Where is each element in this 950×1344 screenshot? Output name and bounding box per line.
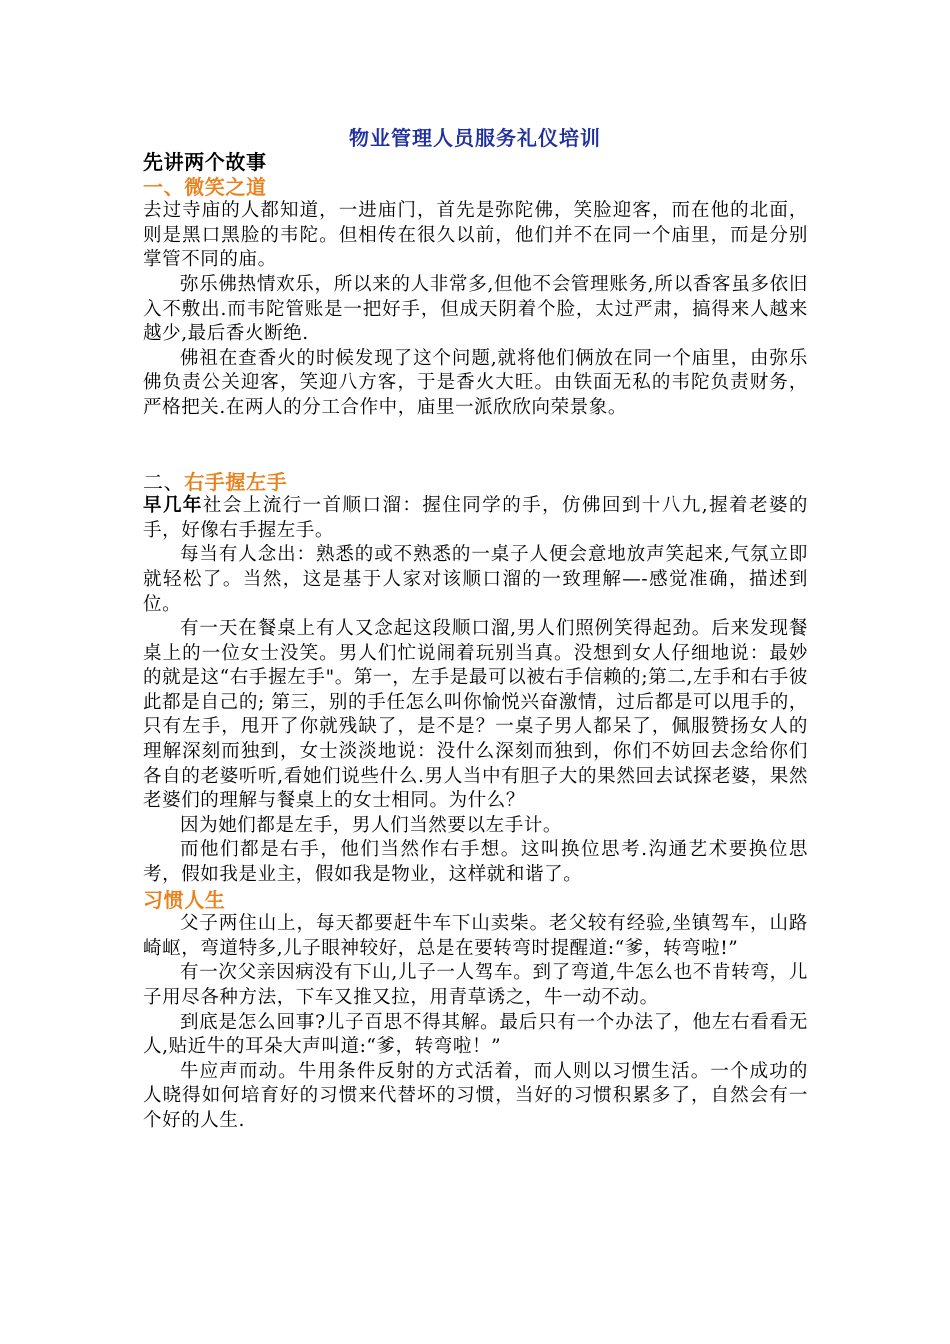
story2-lead-rest: 社会上流行一首顺口溜：握住同学的手，仿佛回到十八九,握着老婆的手，好像右手握左手。 xyxy=(143,495,808,541)
section-spacer xyxy=(143,421,808,470)
story2-paragraph: 而他们都是右手，他们当然作右手想。这叫换位思考.沟通艺术要换位思考，假如我是业主，假如我是物业，这样就和谐了。 xyxy=(143,839,808,886)
document-title: 物业管理人员服务礼仪培训 xyxy=(349,126,601,150)
story1-paragraph: 佛祖在查香火的时候发现了这个问题,就将他们俩放在同一个庙里，由弥乐佛负责公关迎客，笑迎八方客，于是香火大旺。由铁面无私的韦陀负责财务，严格把关.在两人的分工合作中，庙里一派欣欣向荣景象。 xyxy=(143,347,808,418)
story2-paragraph: 有一天在餐桌上有人又念起这段顺口溜,男人们照例笑得起劲。后来发现餐桌上的一位女士没笑。男人们忙说闹着玩别当真。没想到女人仔细地说：最妙的就是这“右手握左手"。第一，左手是最可以被右手信赖的;第二,左手和右手彼此都是自己的; 第三，别的手任怎么叫你愉悦兴奋激情，过后都是可以甩手的，只有左手，甩开了你就残缺了，是不是？一桌子男人都呆了，佩服赞扬女人的理解深刻而独到，女士淡淡地说：没什么深刻而独到，你们不妨回去念给你们各自的老婆听听,看她们说些什么.男人当中有胆子大的果然回去试探老婆，果然老婆们的理解与餐桌上的女士相同。为什么？ xyxy=(143,618,808,812)
story2-paragraph: 因为她们都是左手，男人们当然要以左手计。 xyxy=(180,814,563,836)
story3-heading: 习惯人生 xyxy=(143,887,226,912)
story3-paragraph: 父子两住山上，每天都要赶牛车下山卖柴。老父较有经验,坐镇驾车，山路崎岖，弯道特多,儿子眼神较好，总是在要转弯时提醒道:“爹，转弯啦!” xyxy=(143,913,808,959)
story2-heading xyxy=(143,470,808,495)
story3-paragraph: 到底是怎么回事?儿子百思不得其解。最后只有一个办法了，他左右看看无人,贴近牛的耳朵大声叫道:“爹，转弯啦！” xyxy=(143,1011,808,1058)
story2-lead-bold: 早几年 xyxy=(143,495,203,517)
story2-heading-text: 右手握左手 xyxy=(184,469,288,494)
story2-paragraph: 每当有人念出：熟悉的或不熟悉的一桌子人便会意地放声笑起来,气氛立即就轻松了。当然，这是基于人家对该顺口溜的一致理解—-感觉准确，描述到位。 xyxy=(143,544,808,615)
story1-paragraph: 弥乐佛热情欢乐，所以来的人非常多,但他不会管理账务,所以香客虽多依旧入不敷出.而韦陀管账是一把好手，但成天阴着个脸，太过严肃，搞得来人越来越少,最后香火断绝. xyxy=(143,273,808,345)
story3-paragraph: 牛应声而动。牛用条件反射的方式活着，而人则以习惯生活。一个成功的人晓得如何培育好的习惯来代替坏的习惯，当好的习惯积累多了，自然会有一个好的人生. xyxy=(143,1060,808,1131)
story2-heading-number: 二、 xyxy=(143,469,185,494)
story2-lead-paragraph xyxy=(143,494,808,543)
story1-paragraph: 去过寺庙的人都知道，一进庙门，首先是弥陀佛，笑脸迎客，而在他的北面，则是黑口黑脸的韦陀。但相传在很久以前，他们并不在同一个庙里，而是分别掌管不同的庙。 xyxy=(143,200,808,271)
story1-heading: 一、微笑之道 xyxy=(143,174,267,199)
document-body xyxy=(143,150,808,1134)
story3-paragraph: 有一次父亲因病没有下山,儿子一人驾车。到了弯道,牛怎么也不肯转弯，儿子用尽各种方法，下车又推又拉，用青草诱之，牛一动不动。 xyxy=(143,962,808,1008)
intro-heading: 先讲两个故事 xyxy=(143,150,267,174)
